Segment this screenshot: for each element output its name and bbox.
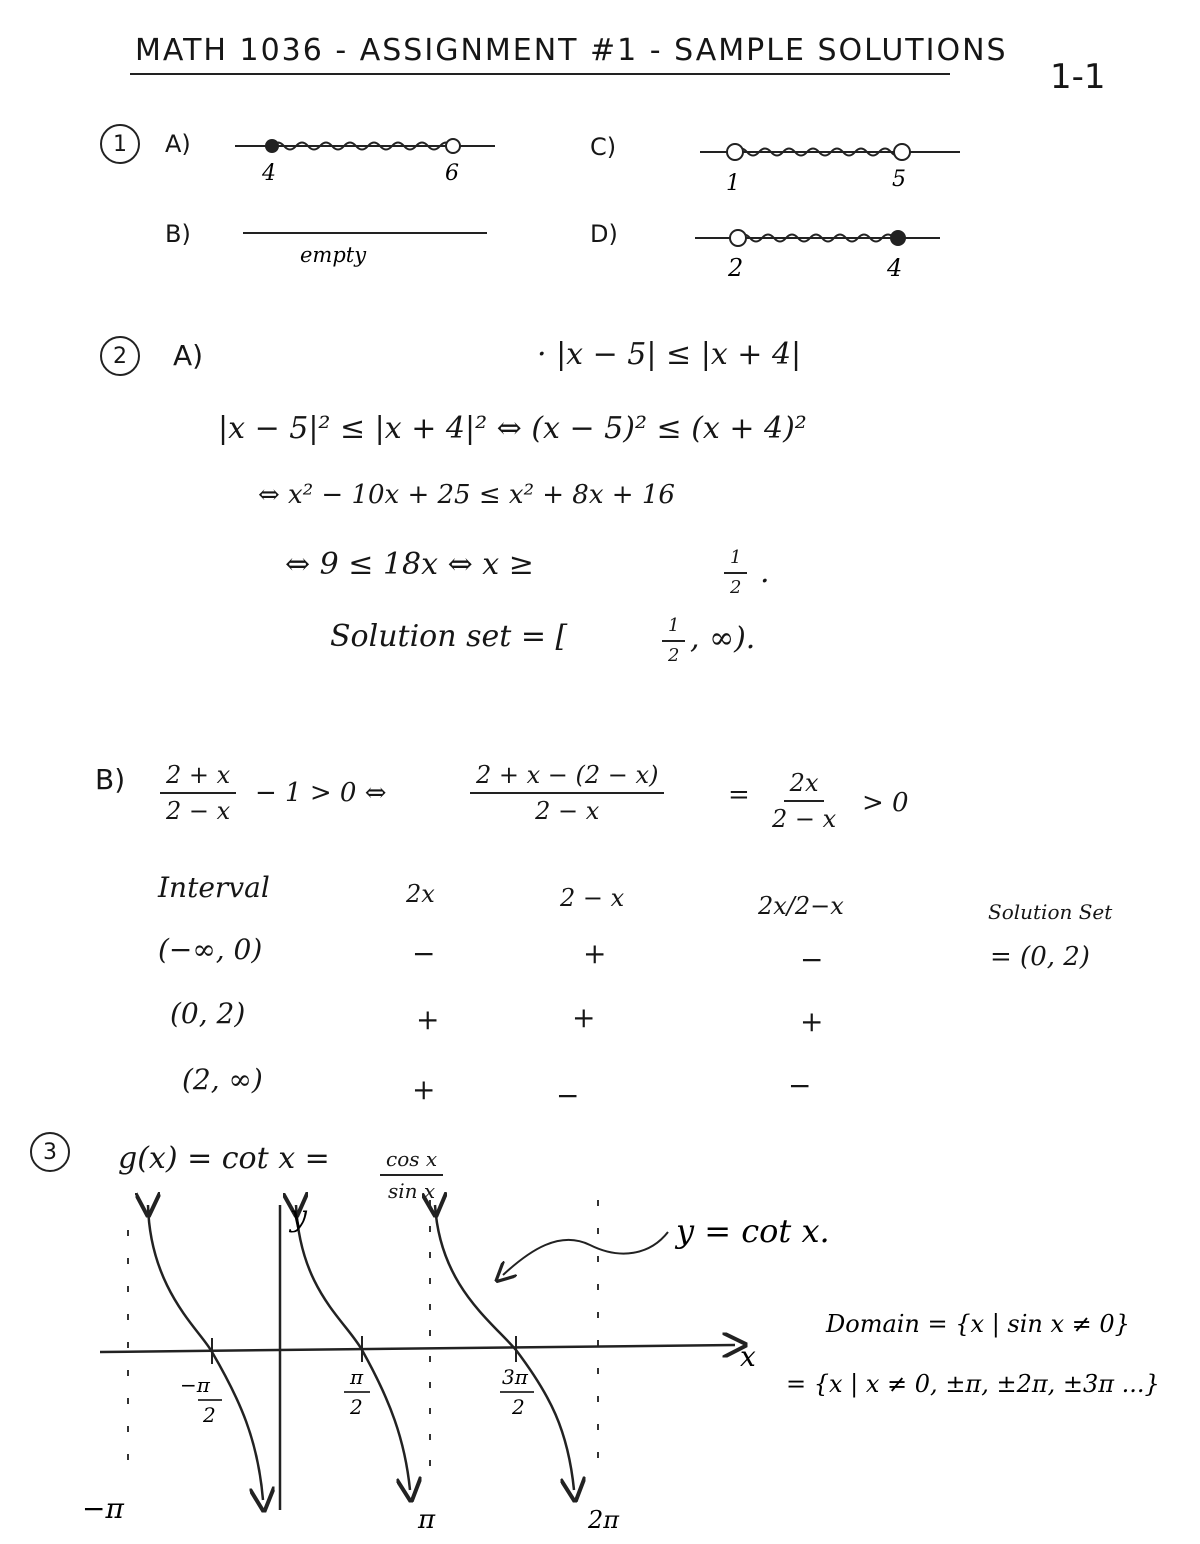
table-row-1-interval: (−∞, 0) [158,933,263,966]
y-axis-label: y [290,1199,307,1234]
tick-three-pi-half-den: 2 [512,1395,525,1419]
tick-neg-pi-half-den: 2 [203,1403,216,1427]
curve-pointer-arrow [503,1232,668,1275]
tick-neg-pi: −π [82,1492,124,1525]
tick-pi-half-den: 2 [350,1395,363,1419]
table-row-3-ratio: − [788,1069,812,1102]
table-row-2-2x: + [416,1003,440,1036]
table-row-2-2mx: + [572,1001,596,1034]
table-row-3-interval: (2, ∞) [182,1063,263,1096]
fraction-combined: $\frac{2 + x - (2 - x)}{2 - x}$ [470,762,664,825]
tick-pi: π [418,1505,436,1535]
greater-than-zero: > 0 [862,788,909,818]
page-header-title: MATH 1036 - ASSIGNMENT #1 - SAMPLE SOLUTIONS [135,33,1008,68]
tick-two-pi: 2π [588,1506,620,1534]
equation-line-1: · |x − 5| ≤ |x + 4| [537,337,802,372]
svg-text:2: 2 [728,254,744,282]
page-number: 1-1 [1050,57,1106,97]
domain-line-2: = {x | x ≠ 0, ±π, ±2π, ±3π ...} [786,1370,1160,1398]
equation-line-3: ⇔ x² − 10x + 25 ≤ x² + 8x + 16 [258,480,675,510]
problem-1a-label: A) [165,130,191,158]
fraction-one-half: $\frac{1}{2}$ [724,548,747,598]
svg-text:4: 4 [887,254,903,282]
fraction-2px-over-2mx: $\frac{2 + x}{2 - x}$ [160,762,236,825]
solution-set-title: Solution Set [988,900,1113,924]
equals-sign: = [728,780,750,810]
problem-2-number: 2 [100,336,140,376]
svg-text:4: 4 [262,161,276,186]
equation-line-2: |x − 5|² ≤ |x + 4|² ⇔ (x − 5)² ≤ (x + 4)² [218,411,807,446]
table-header-2x: 2x [406,880,435,908]
cot-branch-2 [296,1205,410,1490]
x-axis [100,1345,735,1352]
x-axis-label: x [740,1340,756,1373]
table-header-interval: Interval [158,871,270,904]
solution-set-end: , ∞). [690,621,756,656]
domain-line-1: Domain = {x | sin x ≠ 0} [826,1310,1130,1338]
problem-1c-label: C) [590,133,617,161]
svg-text:6: 6 [445,161,459,186]
svg-text:5: 5 [892,167,906,192]
svg-text:empty: empty [300,243,367,267]
problem-2a-label: A) [173,339,204,372]
tick-pi-half-num: π [350,1365,364,1389]
table-row-1-2x: − [412,937,436,970]
table-row-3-2mx: − [556,1079,580,1112]
table-header-ratio: 2x/2−x [758,892,844,920]
tick-neg-pi-half-num: −π [180,1373,210,1397]
period-mark: . [760,555,770,590]
svg-text:1: 1 [726,171,740,196]
problem-3-number: 3 [30,1132,70,1172]
tick-three-pi-half-num: 3π [502,1365,528,1389]
problem-2b-label: B) [95,763,126,796]
problem-1-number: 1 [100,124,140,164]
problem-1b-label: B) [165,220,191,248]
problem-1d-label: D) [590,220,618,248]
function-definition: g(x) = cot x = [118,1141,330,1176]
solution-set-value: = (0, 2) [990,942,1090,972]
cot-fraction: $\frac{\text{cos x}}{\text{sin x}}$ [380,1148,443,1202]
table-row-2-ratio: + [800,1005,824,1038]
equation-line-4: ⇔ 9 ≤ 18x ⇔ x ≥ [285,547,534,582]
solution-fraction-half: $\frac{1}{2}$ [662,616,685,666]
fraction-2x-over-2mx: $\frac{2x}{2 - x}$ [772,769,837,834]
table-row-2-interval: (0, 2) [170,997,246,1030]
table-header-2-minus-x: 2 − x [560,884,625,912]
inequality-part: − 1 > 0 ⇔ [255,778,387,808]
curve-label: y = cot x. [676,1212,830,1250]
table-row-1-ratio: − [800,943,824,976]
table-row-3-2x: + [412,1073,436,1106]
table-row-1-2mx: + [583,937,607,970]
solution-set-label: Solution set = [ [330,619,568,654]
